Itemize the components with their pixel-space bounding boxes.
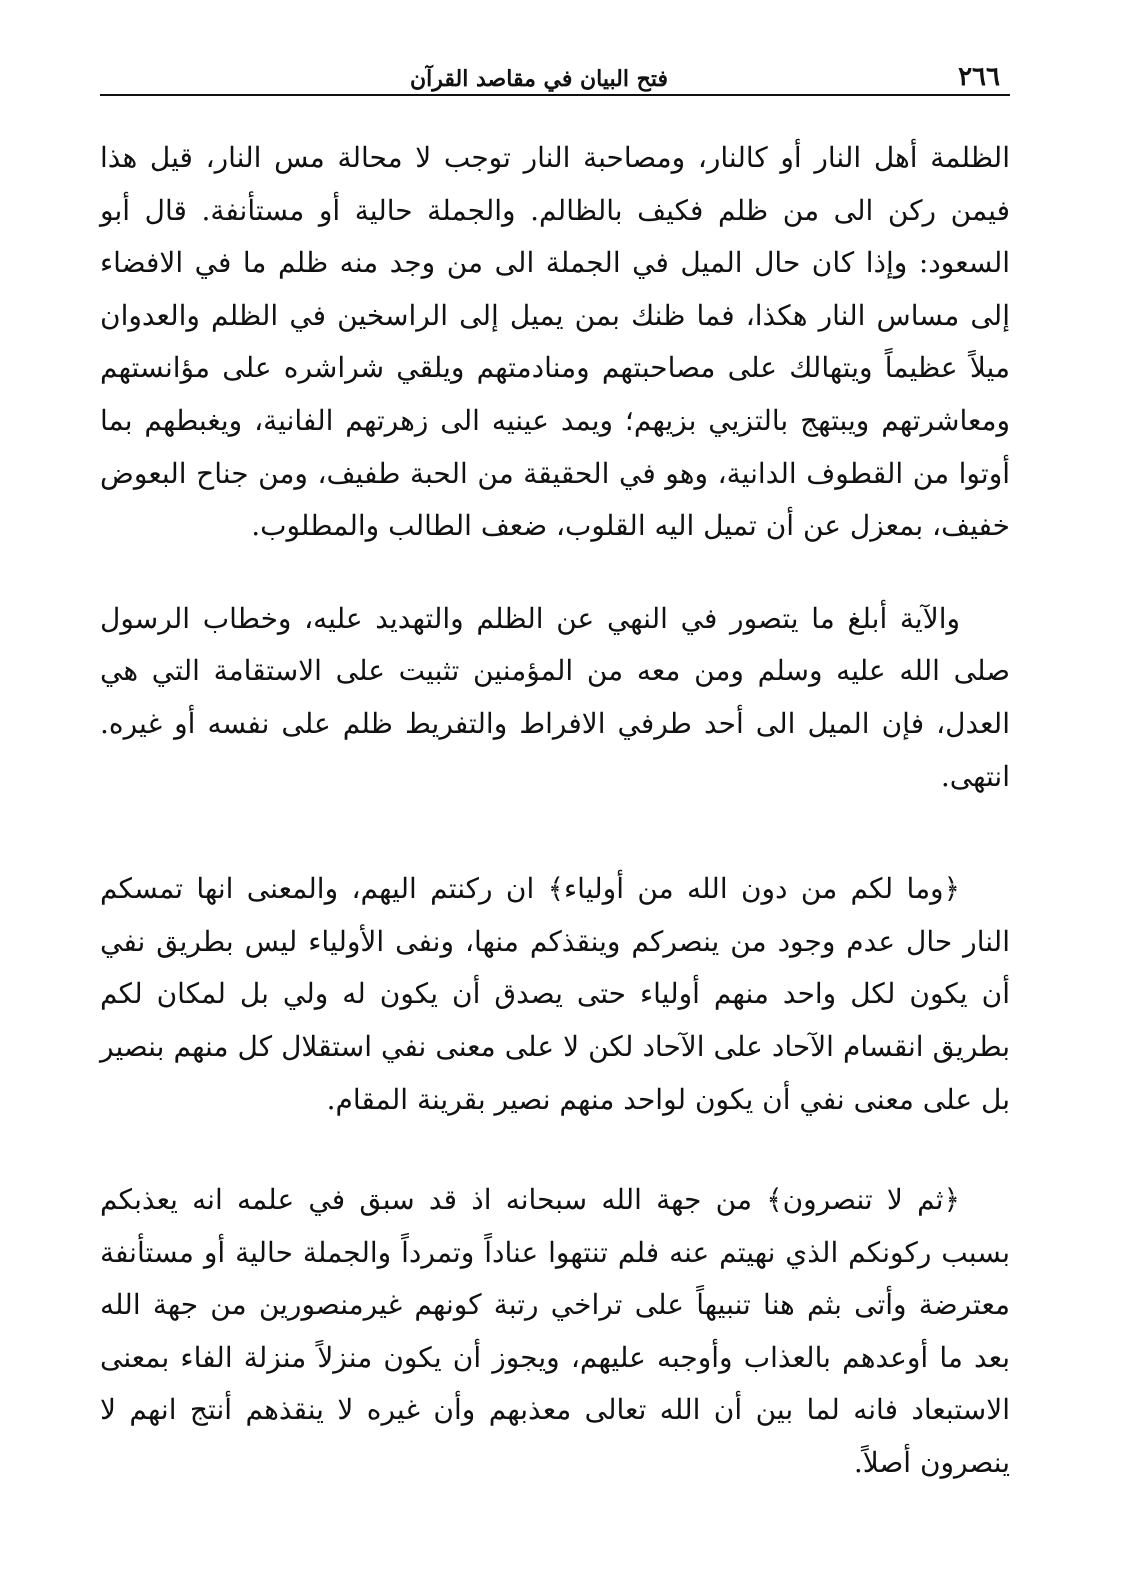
book-page bbox=[100, 50, 1010, 1530]
page-body bbox=[100, 132, 1010, 1490]
paragraph-3: ﴿وما لكم من دون الله من أولياء﴾ ان ركنتم اليهم، والمعنى انها تمسكم النار حال عدم وجود من ينصركم وينقذكم منها، ونفى الأولياء ليس بطريق نفي أن يكون لكل واحد منهم أولياء حتى يصدق أن يكون له ولي بل لمكان لكم بطريق انقسام الآحاد على الآحاد لكن لا على معنى نفي استقلال كل منهم بنصير بل على معنى نفي أن يكون لواحد منهم نصير بقرينة المقام. bbox=[100, 872, 1010, 1116]
running-title: فتح البيان في مقاصد القرآن bbox=[410, 66, 668, 92]
paragraph-2: والآية أبلغ ما يتصور في النهي عن الظلم والتهديد عليه، وخطاب الرسول صلى الله عليه وسلم ومن معه من المؤمنين تثبيت على الاستقامة التي هي العدل، فإن الميل الى أحد طرفي الافراط والتفريط ظلم على نفسه أو غيره. انتهى. bbox=[100, 601, 1010, 793]
paragraph-1: الظلمة أهل النار أو كالنار، ومصاحبة النار توجب لا محالة مس النار، قيل هذا فيمن ركن الى من ظلم فكيف بالظالم. والجملة حالية أو مستأنفة. قال أبو السعود: وإذا كان حال الميل في الجملة الى من وجد منه ظلم ما في الافضاء إلى مساس النار هكذا، فما ظنك بمن يميل إلى الراسخين في الظلم والعدوان ميلاً عظيماً ويتهالك على مصاحبتهم ومنادمتهم ويلقي شراشره على مؤانستهم ومعاشرتهم ويبتهج بالتزيي بزيهم؛ ويمد عينيه الى زهرتهم الفانية، ويغبطهم بما أوتوا من القطوف الدانية، وهو في الحقيقة من الحبة طفيف، ومن جناح البعوض خفيف، بمعزل عن أن تميل اليه القلوب، ضعف الطالب والمطلوب. bbox=[100, 141, 1010, 543]
page-number: ٢٦٦ bbox=[958, 62, 1000, 92]
paragraph-4: ﴿ثم لا تنصرون﴾ من جهة الله سبحانه اذ قد سبق في علمه انه يعذبكم بسبب ركونكم الذي نهيتم عنه فلم تنتهوا عناداً وتمرداً والجملة حالية أو مستأنفة معترضة وأتى بثم هنا تنبيهاً على تراخي رتبة كونهم غيرمنصورين من جهة الله بعد ما أوعدهم بالعذاب وأوجبه عليهم، ويجوز أن يكون منزلاً منزلة الفاء بمعنى الاستبعاد فانه لما بين أن الله تعالى معذبهم وأن غيره لا ينقذهم أنتج انهم لا ينصرون أصلاً. bbox=[100, 1183, 1010, 1480]
page-header bbox=[100, 50, 1010, 96]
